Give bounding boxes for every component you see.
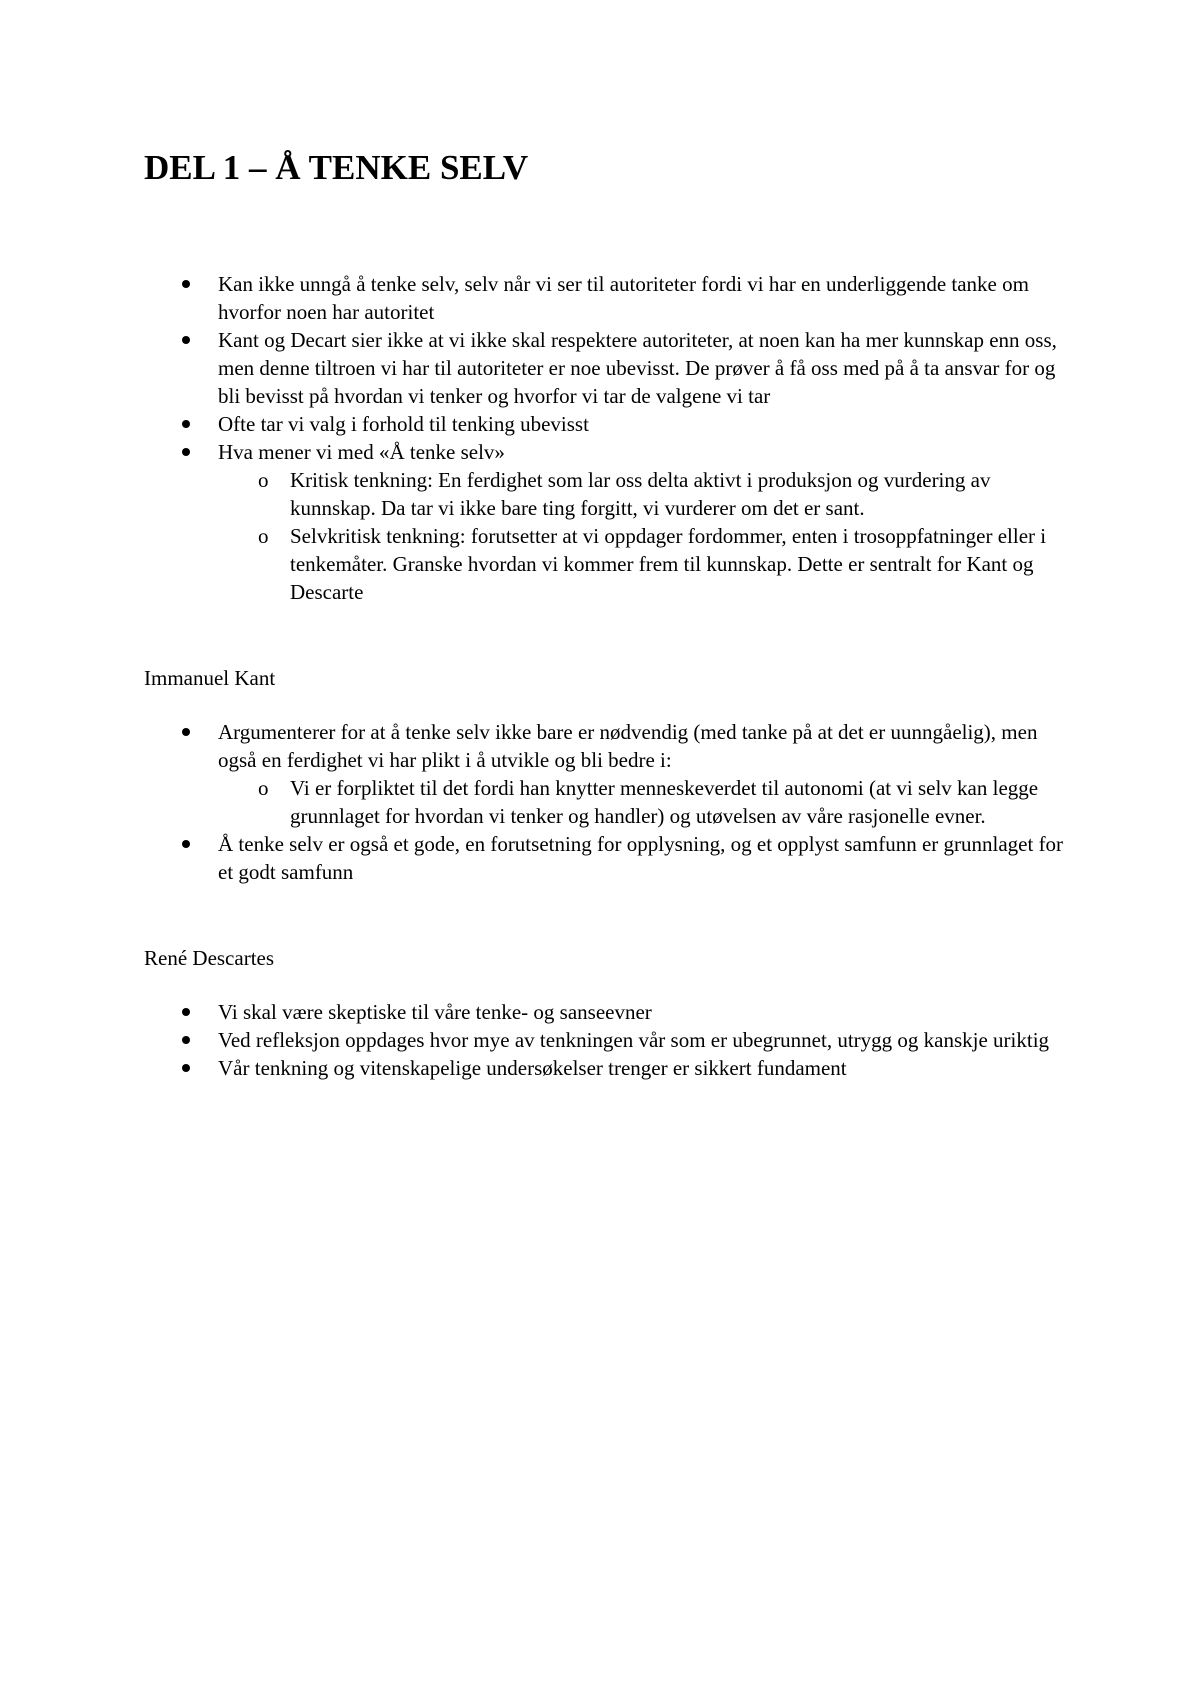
section-heading-descartes: René Descartes bbox=[144, 946, 275, 970]
kant-bullet-list bbox=[144, 718, 1064, 886]
list-item bbox=[144, 830, 1064, 886]
list-item bbox=[144, 998, 1064, 1026]
bullet-icon bbox=[182, 1036, 190, 1044]
list-item-text: Kant og Decart sier ikke at vi ikke skal respektere autoriteter, at noen kan ha mer kunnskap enn oss, men denne tiltroen vi har til autoriteter er noe ubevisst. De prøver å få oss med på å ta ansvar for og bli bevisst på hvordan vi tenker og hvorfor vi tar de valgene vi tar bbox=[218, 328, 1057, 408]
bullet-icon bbox=[182, 1008, 190, 1016]
list-item bbox=[144, 326, 1064, 410]
list-item-text: Ofte tar vi valg i forhold til tenking ubevisst bbox=[218, 412, 589, 436]
list-item-text: Å tenke selv er også et gode, en forutsetning for opplysning, og et opplyst samfunn er grunnlaget for et godt samfunn bbox=[218, 832, 1064, 884]
section-heading-kant: Immanuel Kant bbox=[144, 666, 276, 690]
list-item-text: Vår tenkning og vitenskapelige undersøkelser trenger er sikkert fundament bbox=[218, 1056, 847, 1080]
list-item bbox=[144, 1026, 1064, 1054]
bullet-icon bbox=[182, 336, 190, 344]
bullet-icon bbox=[182, 1064, 190, 1072]
list-item-text: Kan ikke unngå å tenke selv, selv når vi ser til autoriteter fordi vi har en underliggende tanke om hvorfor noen har autoritet bbox=[218, 272, 1029, 324]
circle-bullet-icon: o bbox=[258, 468, 269, 492]
intro-bullet-list bbox=[144, 270, 1064, 606]
sub-list-item bbox=[218, 522, 1064, 606]
circle-bullet-icon: o bbox=[258, 524, 269, 548]
sub-list-item-text: Vi er forpliktet til det fordi han knytter menneskeverdet til autonomi (at vi selv kan legge grunnlaget for hvordan vi tenker og handler) og utøvelsen av våre rasjonelle evner. bbox=[290, 776, 1039, 828]
bullet-icon bbox=[182, 280, 190, 288]
page-title: DEL 1 – Å TENKE SELV bbox=[144, 148, 529, 187]
sub-list-item bbox=[218, 466, 1064, 522]
list-item-text: Hva mener vi med «Å tenke selv» bbox=[218, 440, 505, 464]
bullet-icon bbox=[182, 420, 190, 428]
circle-bullet-icon: o bbox=[258, 776, 269, 800]
list-item bbox=[144, 718, 1064, 830]
list-item bbox=[144, 1054, 1064, 1082]
document-body bbox=[144, 146, 1064, 1082]
sub-bullet-list bbox=[218, 466, 1064, 606]
sub-list-item bbox=[218, 774, 1064, 830]
list-item-text: Vi skal være skeptiske til våre tenke- og sanseevner bbox=[218, 1000, 652, 1024]
list-item bbox=[144, 438, 1064, 606]
sub-list-item-text: Kritisk tenkning: En ferdighet som lar oss delta aktivt i produksjon og vurdering av kunnskap. Da tar vi ikke bare ting forgitt, vi vurderer om det er sant. bbox=[290, 468, 991, 520]
bullet-icon bbox=[182, 728, 190, 736]
list-item bbox=[144, 270, 1064, 326]
bullet-icon bbox=[182, 448, 190, 456]
list-item-text: Argumenterer for at å tenke selv ikke bare er nødvendig (med tanke på at det er uunngåelig), men også en ferdighet vi har plikt i å utvikle og bli bedre i: bbox=[218, 720, 1038, 772]
descartes-bullet-list bbox=[144, 998, 1064, 1082]
sub-list-item-text: Selvkritisk tenkning: forutsetter at vi oppdager fordommer, enten i trosoppfatninger eller i tenkemåter. Granske hvordan vi kommer frem til kunnskap. Dette er sentralt for Kant og Descarte bbox=[290, 524, 1047, 604]
bullet-icon bbox=[182, 840, 190, 848]
list-item bbox=[144, 410, 1064, 438]
sub-bullet-list bbox=[218, 774, 1064, 830]
list-item-text: Ved refleksjon oppdages hvor mye av tenkningen vår som er ubegrunnet, utrygg og kanskje uriktig bbox=[218, 1028, 1050, 1052]
